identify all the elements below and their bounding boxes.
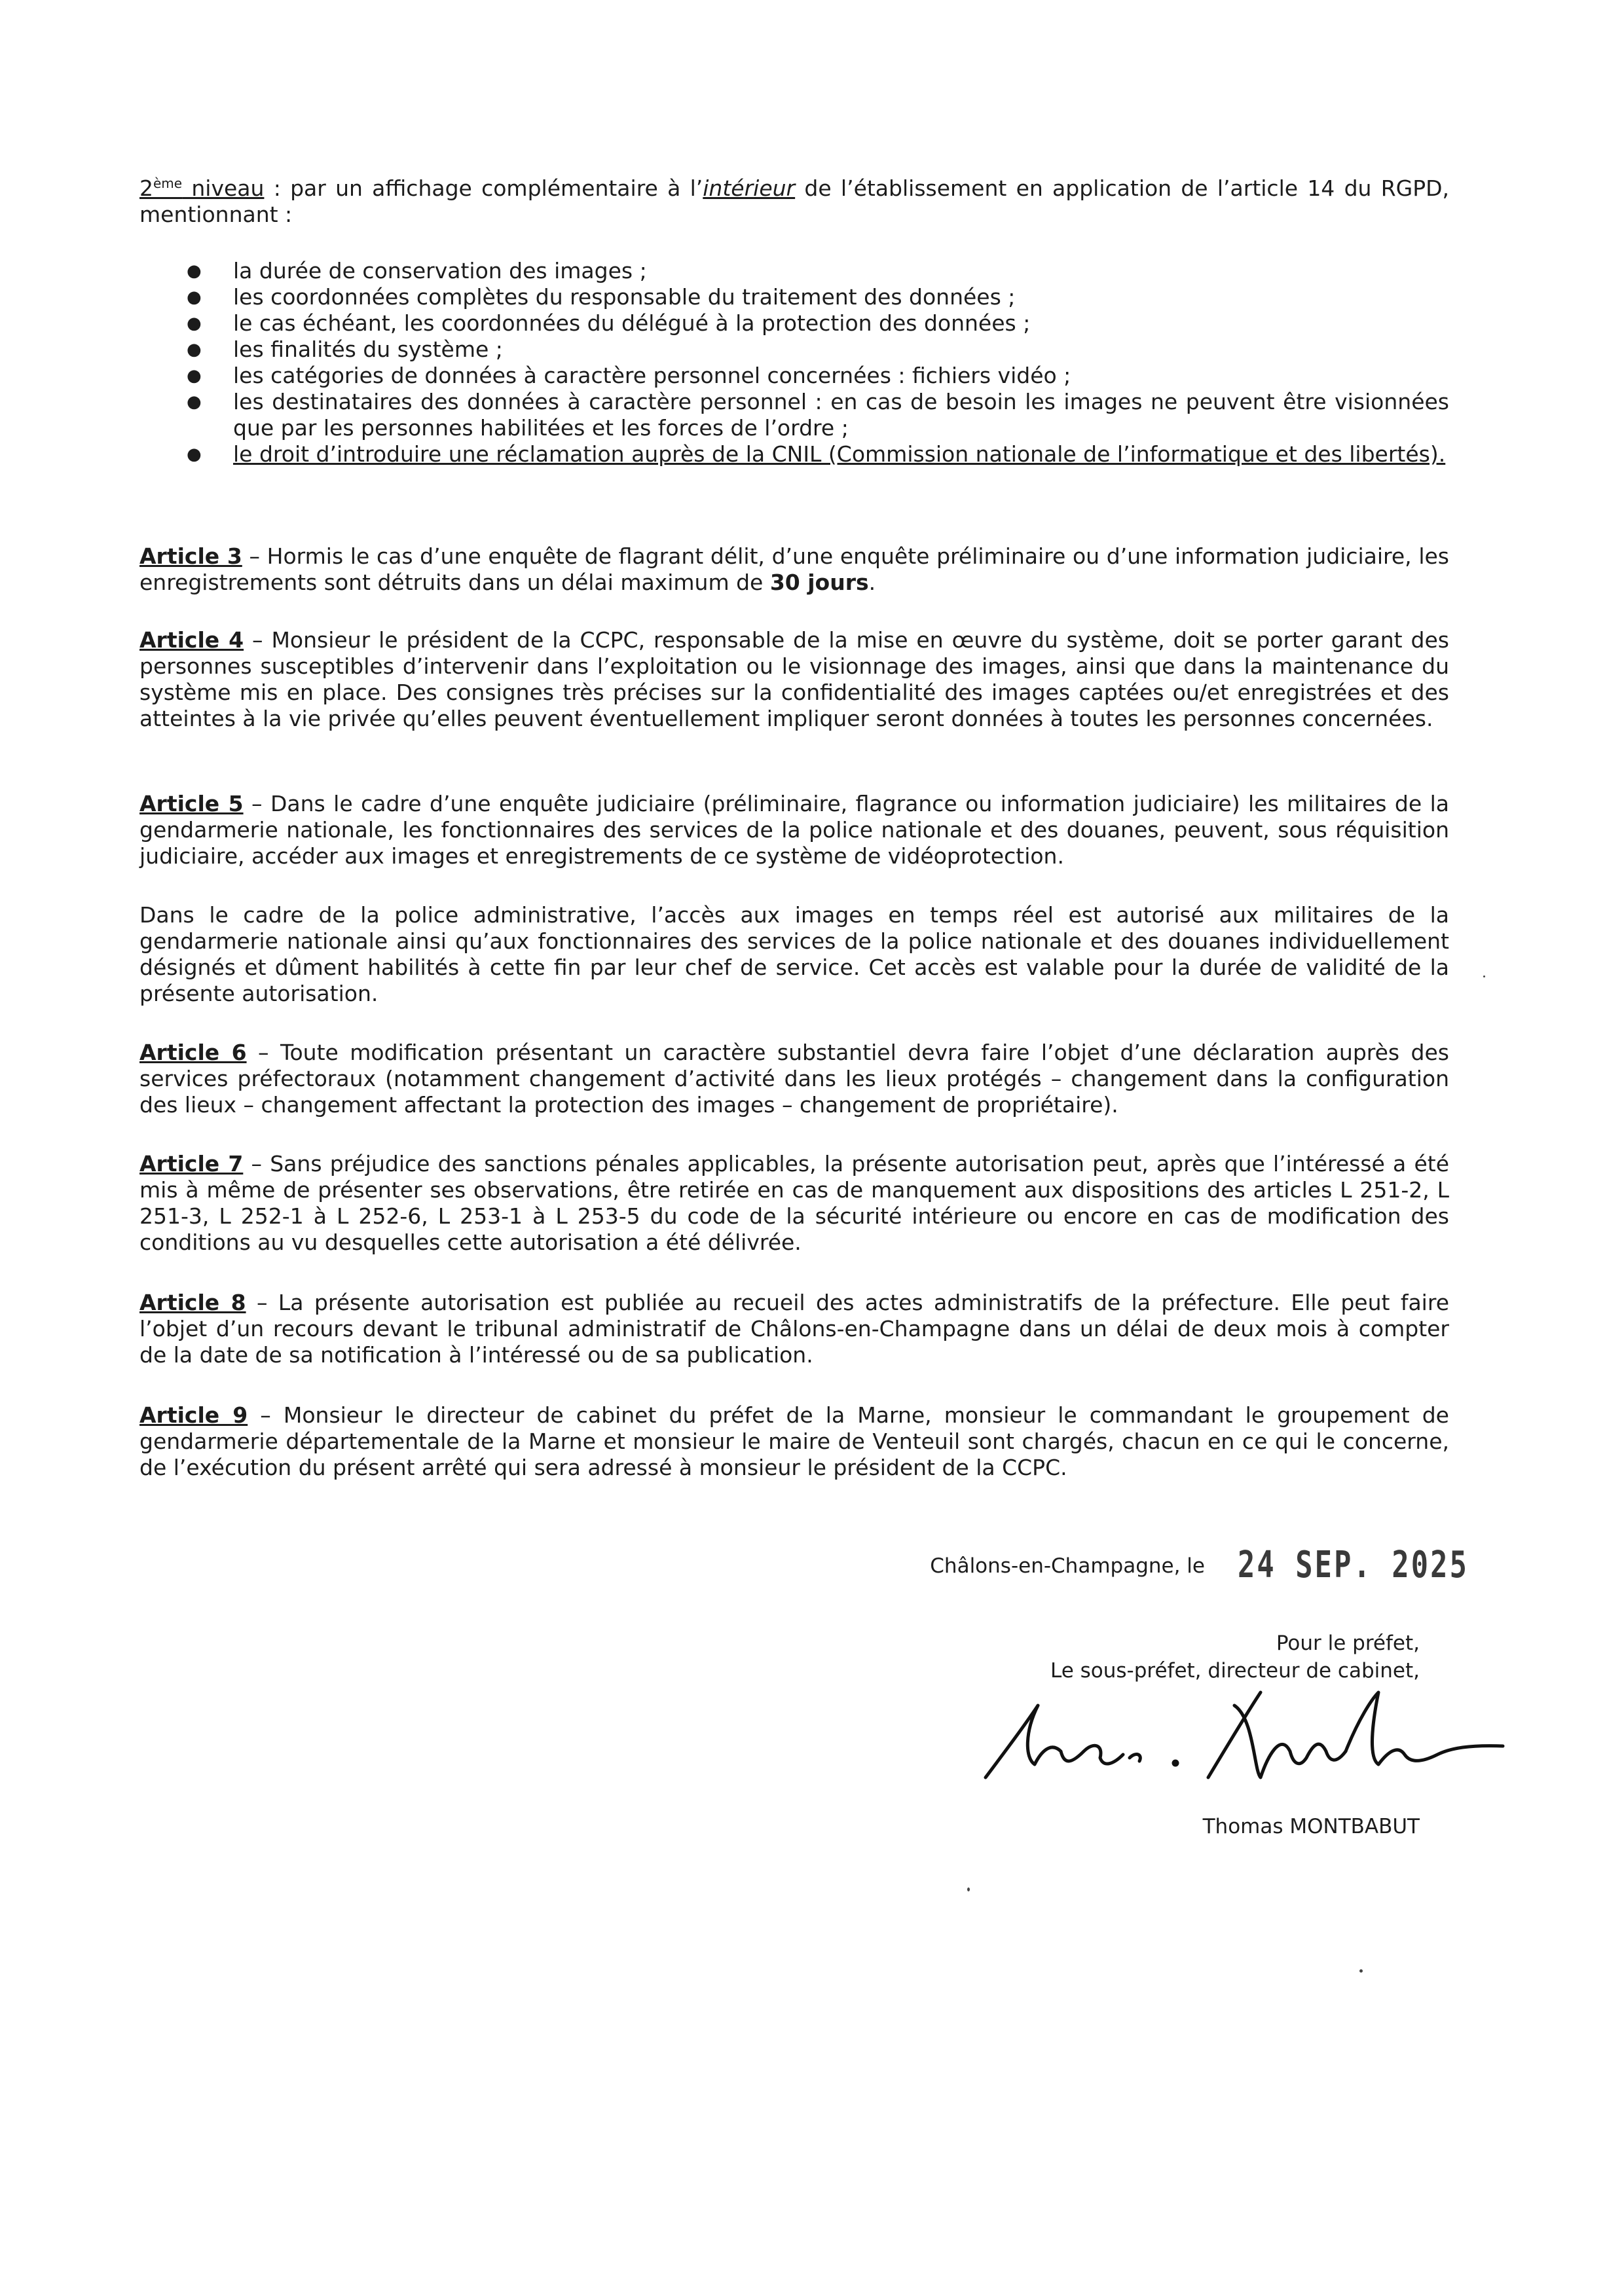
level2-intro [139,175,1449,228]
article-9 [139,1402,1449,1481]
scan-speck [1359,1969,1363,1973]
article-5-paragraph-2: Dans le cadre de la police administrative, l’accès aux images en temps réel est autorisé aux militaires de la gendarmerie nationale ainsi qu’aux fonctionnaires des services de la police nationale et des douanes individuellement désignés et dûment habilités à cette fin par leur chef de service. Cet accès est valable pour la durée de validité de la présente autorisation. [139,902,1449,1006]
date-stamp: 24 SEP. 2025 [1238,1544,1469,1586]
list-item: ● la durée de conservation des images ; [187,258,647,283]
signature-line-2: Le sous-préfet, directeur de cabinet, [1050,1659,1420,1683]
article-4 [139,627,1449,732]
level2-intro-text-b: de l’établissement en application de l’article 14 du RGPD, mentionnant : [139,175,1450,227]
level2-intro-emphasis: intérieur [703,175,796,201]
list-item: ● les catégories de données à caractère personnel concernées : fichiers vidéo ; [187,363,1071,388]
bullet-icon: ● [187,287,202,307]
bullet-icon: ● [187,366,202,386]
list-item: ● les coordonnées complètes du responsable du traitement des données ; [187,284,1016,310]
article-7-text: – Sans préjudice des sanctions pénales applicables, la présente autorisation peut, après que l’intéressé a été mis à même de présenter ses observations, être retirée en cas de manquement aux dispositions des articles L 251-2, L 251-3, L 252-1 à L 252-6, L 253-1 à L 253-5 du code de la sécurité intérieure ou encore en cas de modification des conditions au vu desquelles cette autorisation a été délivrée. [139,1151,1449,1255]
handwritten-signature [979,1679,1516,1797]
list-item: ● les destinataires des données à caractère personnel : en cas de besoin les images ne peuvent être visionnées que par les personnes habilitées et les forces de l’ordre ; [187,389,1449,441]
article-4-text: – Monsieur le président de la CCPC, responsable de la mise en œuvre du système, doit se porter garant des personnes susceptibles d’intervenir dans l’exploitation ou le visionnage des images, ainsi que dans la maintenance du système mis en place. Des consignes très précises sur la confidentialité des images captées ou/et enregistrées et des atteintes à la vie privée qu’elles peuvent éventuellement impliquer seront données à toutes les personnes concernées. [139,627,1449,731]
bullet-icon: ● [187,392,202,412]
article-6 [139,1040,1449,1118]
bullet-icon: ● [187,314,202,333]
scan-speck [967,1887,970,1891]
article-9-title: Article 9 [139,1402,248,1428]
article-5-title: Article 5 [139,791,244,816]
article-8-title: Article 8 [139,1290,246,1315]
scan-speck [1483,975,1485,977]
level2-intro-text-a: : par un affichage complémentaire à l’ [264,175,703,201]
list-item: ● le cas échéant, les coordonnées du délégué à la protection des données ; [187,310,1031,336]
signatory-name: Thomas MONTBABUT [1202,1815,1420,1838]
article-4-title: Article 4 [139,627,244,653]
signature-line-1: Pour le préfet, [1276,1631,1420,1655]
level2-list-container [139,258,1449,467]
article-3-duration: 30 jours [769,570,869,595]
article-5 [139,791,1449,869]
article-8 [139,1290,1449,1368]
level2-label: 2ème niveau [139,175,265,201]
article-6-title: Article 6 [139,1040,247,1065]
article-6-text: – Toute modification présentant un caractère substantiel devra faire l’objet d’une déclaration auprès des services préfectoraux (notamment changement d’activité dans les lieux protégés – changement dans la configuration des lieux – changement affectant la protection des images – changement de propriétaire). [139,1040,1450,1118]
article-3-text: – Hormis le cas d’une enquête de flagrant délit, d’une enquête préliminaire ou d’une information judiciaire, les enregistrements sont détruits dans un délai maximum de [139,543,1450,595]
list-item: ● le droit d’introduire une réclamation auprès de la CNIL (Commission nationale de l’informatique et des libertés). [187,441,1446,467]
article-5-text: – Dans le cadre d’une enquête judiciaire (préliminaire, flagrance ou information judiciaire) les militaires de la gendarmerie nationale, les fonctionnaires des services de la police nationale et des douanes, peuvent, sous réquisition judiciaire, accéder aux images et enregistrements de ce système de vidéoprotection. [139,791,1449,869]
signature-place: Châlons-en-Champagne, le [930,1554,1205,1578]
article-3-title: Article 3 [139,543,242,569]
article-3: Article 3 – Hormis le cas d’une enquête de flagrant délit, d’une enquête préliminaire ou d’une information judiciaire, les enregistrements sont détruits dans un délai maximum de 30 jours. [139,543,1450,595]
bullet-icon: ● [187,445,202,464]
list-item: ● les finalités du système ; [187,337,503,362]
article-9-text: – Monsieur le directeur de cabinet du préfet de la Marne, monsieur le commandant le groupement de gendarmerie départementale de la Marne et monsieur le maire de Venteuil sont chargés, chacun en ce qui le concerne, de l’exécution du présent arrêté qui sera adressé à monsieur le président de la CCPC. [139,1402,1449,1480]
level2-list [139,258,1449,467]
bullet-icon: ● [187,340,202,359]
article-7-title: Article 7 [139,1151,244,1176]
article-8-text: – La présente autorisation est publiée au recueil des actes administratifs de la préfecture. Elle peut faire l’objet d’un recours devant le tribunal administratif de Châlons-en-Champagne dans un délai de deux mois à compter de la date de sa notification à l’intéressé ou de sa publication. [139,1290,1449,1368]
bullet-icon: ● [187,261,202,281]
article-7 [139,1151,1449,1256]
